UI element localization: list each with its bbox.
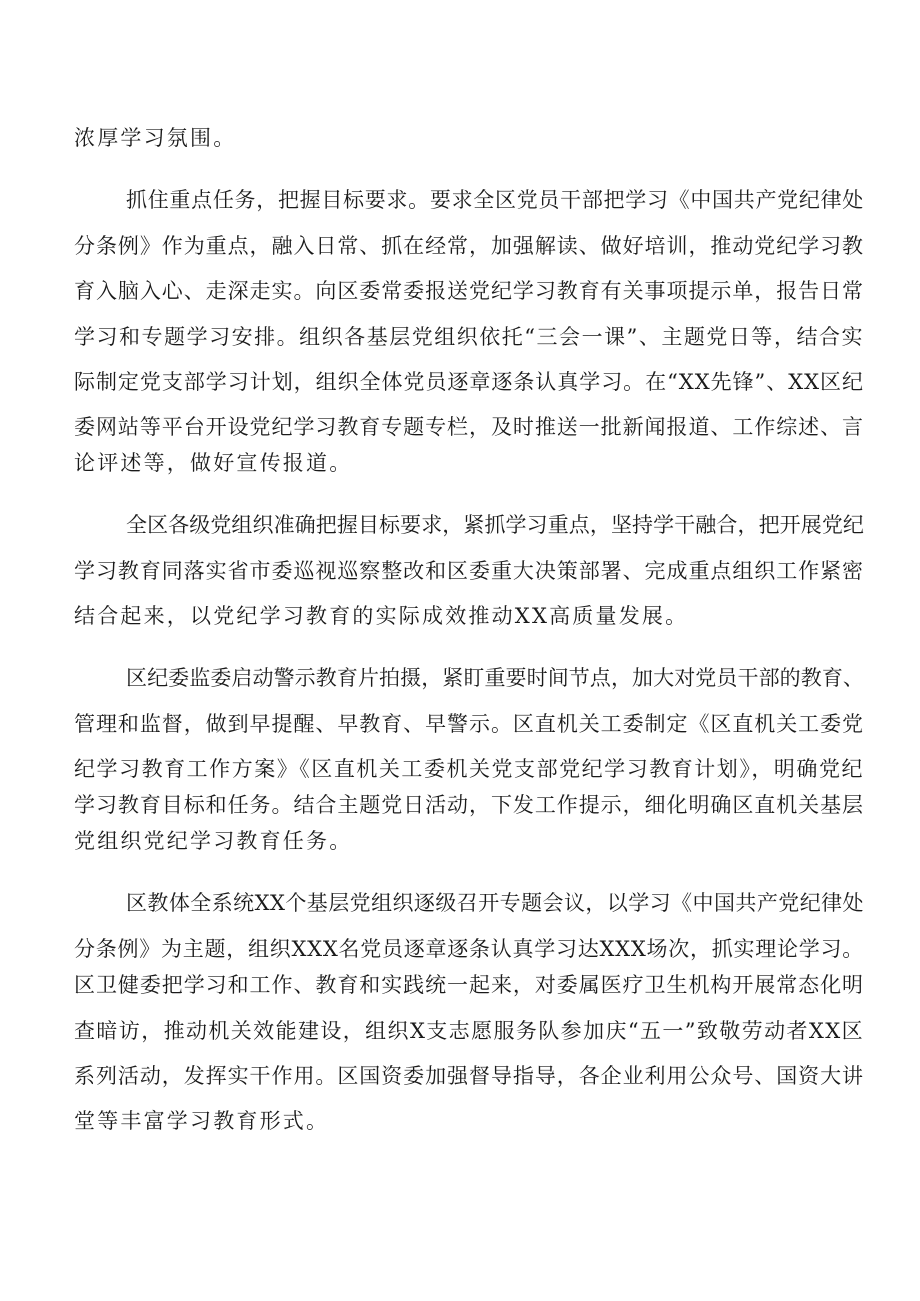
paragraph-line: 学习和专题学习安排。组织各基层党组织依托“三会一课”、主题党日等，结合实 [74,325,864,349]
paragraph-line: 分条例》为主题，组织XXX名党员逐章逐条认真学习达XXX场次，抓实理论学习。 [74,937,864,961]
paragraph-line: 区纪委监委启动警示教育片拍摄，紧盯重要时间节点，加大对党员干部的教育、 [126,666,864,690]
paragraph-line: 学习教育目标和任务。结合主题党日活动，下发工作提示，细化明确区直机关基层 [74,793,864,817]
paragraph-line: 区卫健委把学习和工作、教育和实践统一起来，对委属医疗卫生机构开展常态化明 [74,973,864,997]
paragraph-line: 区教体全系统XX个基层党组织逐级召开专题会议，以学习《中国共产党纪律处 [126,891,864,915]
paragraph-line: 抓住重点任务，把握目标要求。要求全区党员干部把学习《中国共产党纪律处 [126,188,864,212]
paragraph-line: 全区各级党组织准确把握目标要求，紧抓学习重点，坚持学干融合，把开展党纪 [126,513,864,537]
paragraph-line: 管理和监督，做到早提醒、早教育、早警示。区直机关工委制定《区直机关工委党 [74,712,864,736]
paragraph-line: 结合起来，以党纪学习教育的实际成效推动XX高质量发展。 [74,604,689,628]
paragraph-line: 论评述等，做好宣传报道。 [74,451,353,475]
paragraph-line: 堂等丰富学习教育形式。 [74,1109,330,1133]
paragraph-line: 分条例》作为重点，融入日常、抓在经常，加强解读、做好培训，推动党纪学习教 [74,234,864,258]
paragraph-line: 查暗访，推动机关效能建设，组织X支志愿服务队参加庆“五一”致敬劳动者XX区 [74,1019,864,1043]
paragraph-line: 委网站等平台开设党纪学习教育专题专栏，及时推送一批新闻报道、工作综述、言 [74,415,864,439]
paragraph-line: 际制定党支部学习计划，组织全体党员逐章逐条认真学习。在“XX先锋”、XX区纪 [74,370,864,394]
paragraph-line: 纪学习教育工作方案》《区直机关工委机关党支部党纪学习教育计划》，明确党纪 [74,757,864,781]
paragraph-line: 学习教育同落实省市委巡视巡察整改和区委重大决策部署、完成重点组织工作紧密 [74,559,864,583]
paragraph-line: 党组织党纪学习教育任务。 [74,829,353,853]
paragraph-line: 育入脑入心、走深走实。向区委常委报送党纪学习教育有关事项提示单，报告日常 [74,279,864,303]
paragraph-line: 系列活动，发挥实干作用。区国资委加强督导指导，各企业利用公众号、国资大讲 [74,1064,864,1088]
paragraph-line: 浓厚学习氛围。 [74,126,237,150]
